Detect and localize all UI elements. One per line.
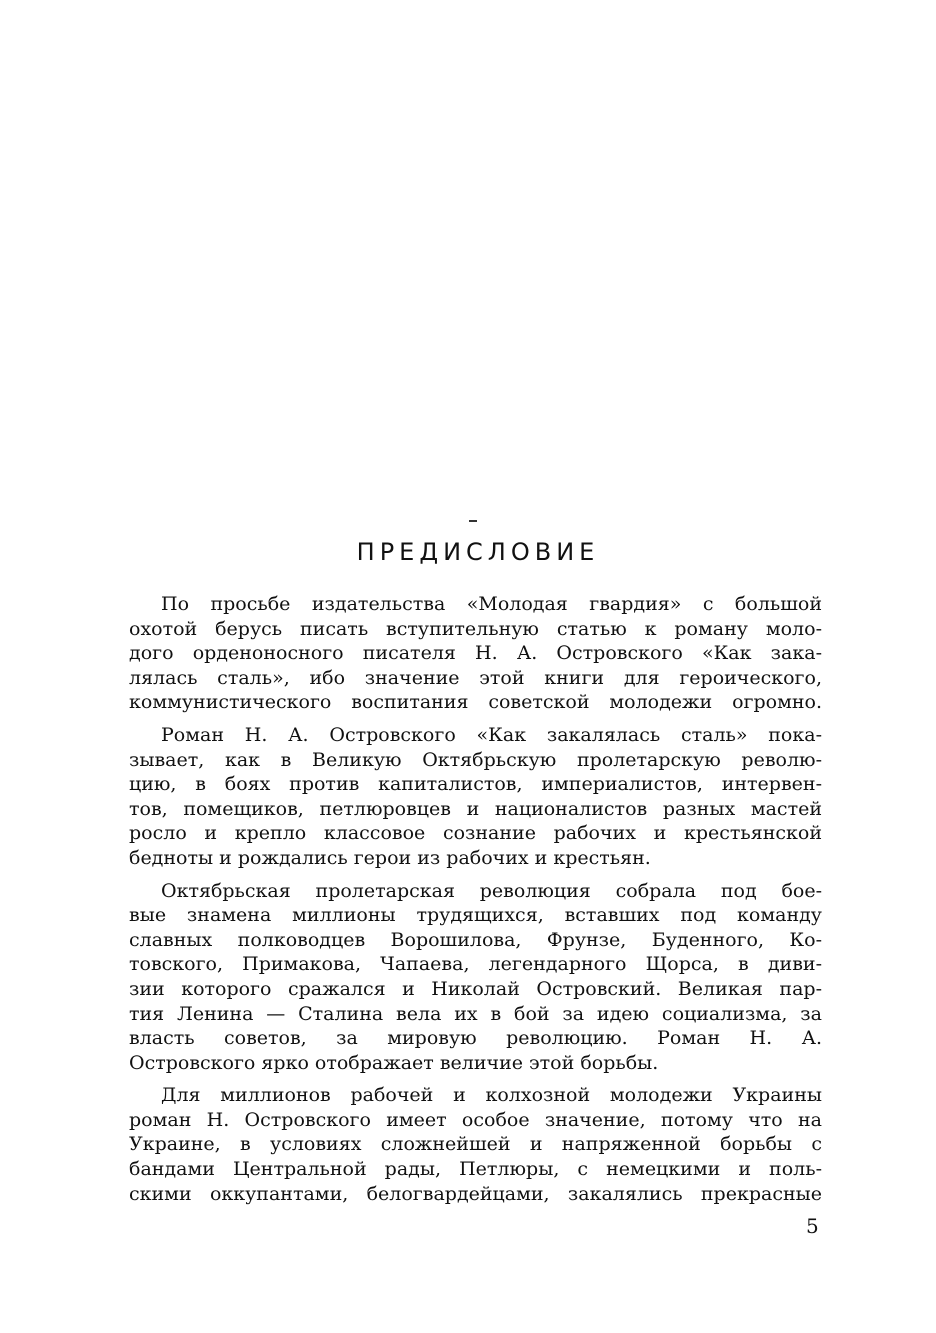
text-line: Островского ярко отображает величие этой борьбы. <box>129 1051 659 1074</box>
text-line: вые знамена миллионы трудящихся, вставших под команду <box>129 904 822 927</box>
text-line: росло и крепло классовое сознание рабочих и крестьянской <box>129 822 822 845</box>
paragraph-2 <box>129 723 822 871</box>
text-line: лялась сталь», ибо значение этой книги для героического, <box>129 666 822 689</box>
text-line: бедноты и рождались герои из рабочих и крестьян. <box>129 846 651 869</box>
paragraph-4 <box>129 1083 822 1206</box>
text-line: скими оккупантами, белогвардейцами, закалялись прекрасные <box>129 1182 822 1205</box>
text-line: Роман Н. А. Островского «Как закалялась сталь» пока- <box>161 723 822 746</box>
paragraph-3 <box>129 879 822 1076</box>
text-line: Для миллионов рабочей и колхозной молодежи Украины <box>161 1084 822 1107</box>
text-line: охотой берусь писать вступительную статью к роману моло- <box>129 617 822 640</box>
page-number: 5 <box>806 1214 819 1238</box>
text-line: дого орденоносного писателя Н. А. Островского «Как зака- <box>129 642 822 665</box>
text-line: зывает, как в Великую Октябрьскую пролетарскую револю- <box>129 748 822 771</box>
text-line: славных полководцев Ворошилова, Фрунзе, Буденного, Ко- <box>129 928 822 951</box>
body-text <box>129 592 822 1214</box>
text-line: цию, в боях против капиталистов, империалистов, интервен- <box>129 773 822 796</box>
text-line: товского, Примакова, Чапаева, легендарного Щорса, в диви- <box>129 953 822 976</box>
text-line: Украине, в условиях сложнейшей и напряженной борьбы с <box>129 1133 822 1156</box>
text-line: роман Н. Островского имеет особое значение, потому что на <box>129 1108 822 1131</box>
text-line: Октябрьская пролетарская революция собрала под бое- <box>161 879 822 902</box>
text-line: зии которого сражался и Николай Островский. Великая пар- <box>129 977 822 1000</box>
text-line: По просьбе издательства «Молодая гвардия» с большой <box>161 593 822 615</box>
text-line: тия Ленина — Сталина вела их в бой за идею социализма, за <box>129 1002 822 1025</box>
paragraph-1 <box>129 592 822 715</box>
page-title: ПРЕДИСЛОВИЕ <box>356 538 600 566</box>
text-line: бандами Центральной рады, Петлюры, с немецкими и поль- <box>129 1158 822 1181</box>
text-line: власть советов, за мировую революцию. Роман Н. А. <box>129 1027 822 1050</box>
title-dash <box>469 520 477 522</box>
text-line: тов, помещиков, петлюровцев и националистов разных мастей <box>129 797 822 820</box>
text-line: коммунистического воспитания советской молодежи огромно. <box>129 691 822 714</box>
